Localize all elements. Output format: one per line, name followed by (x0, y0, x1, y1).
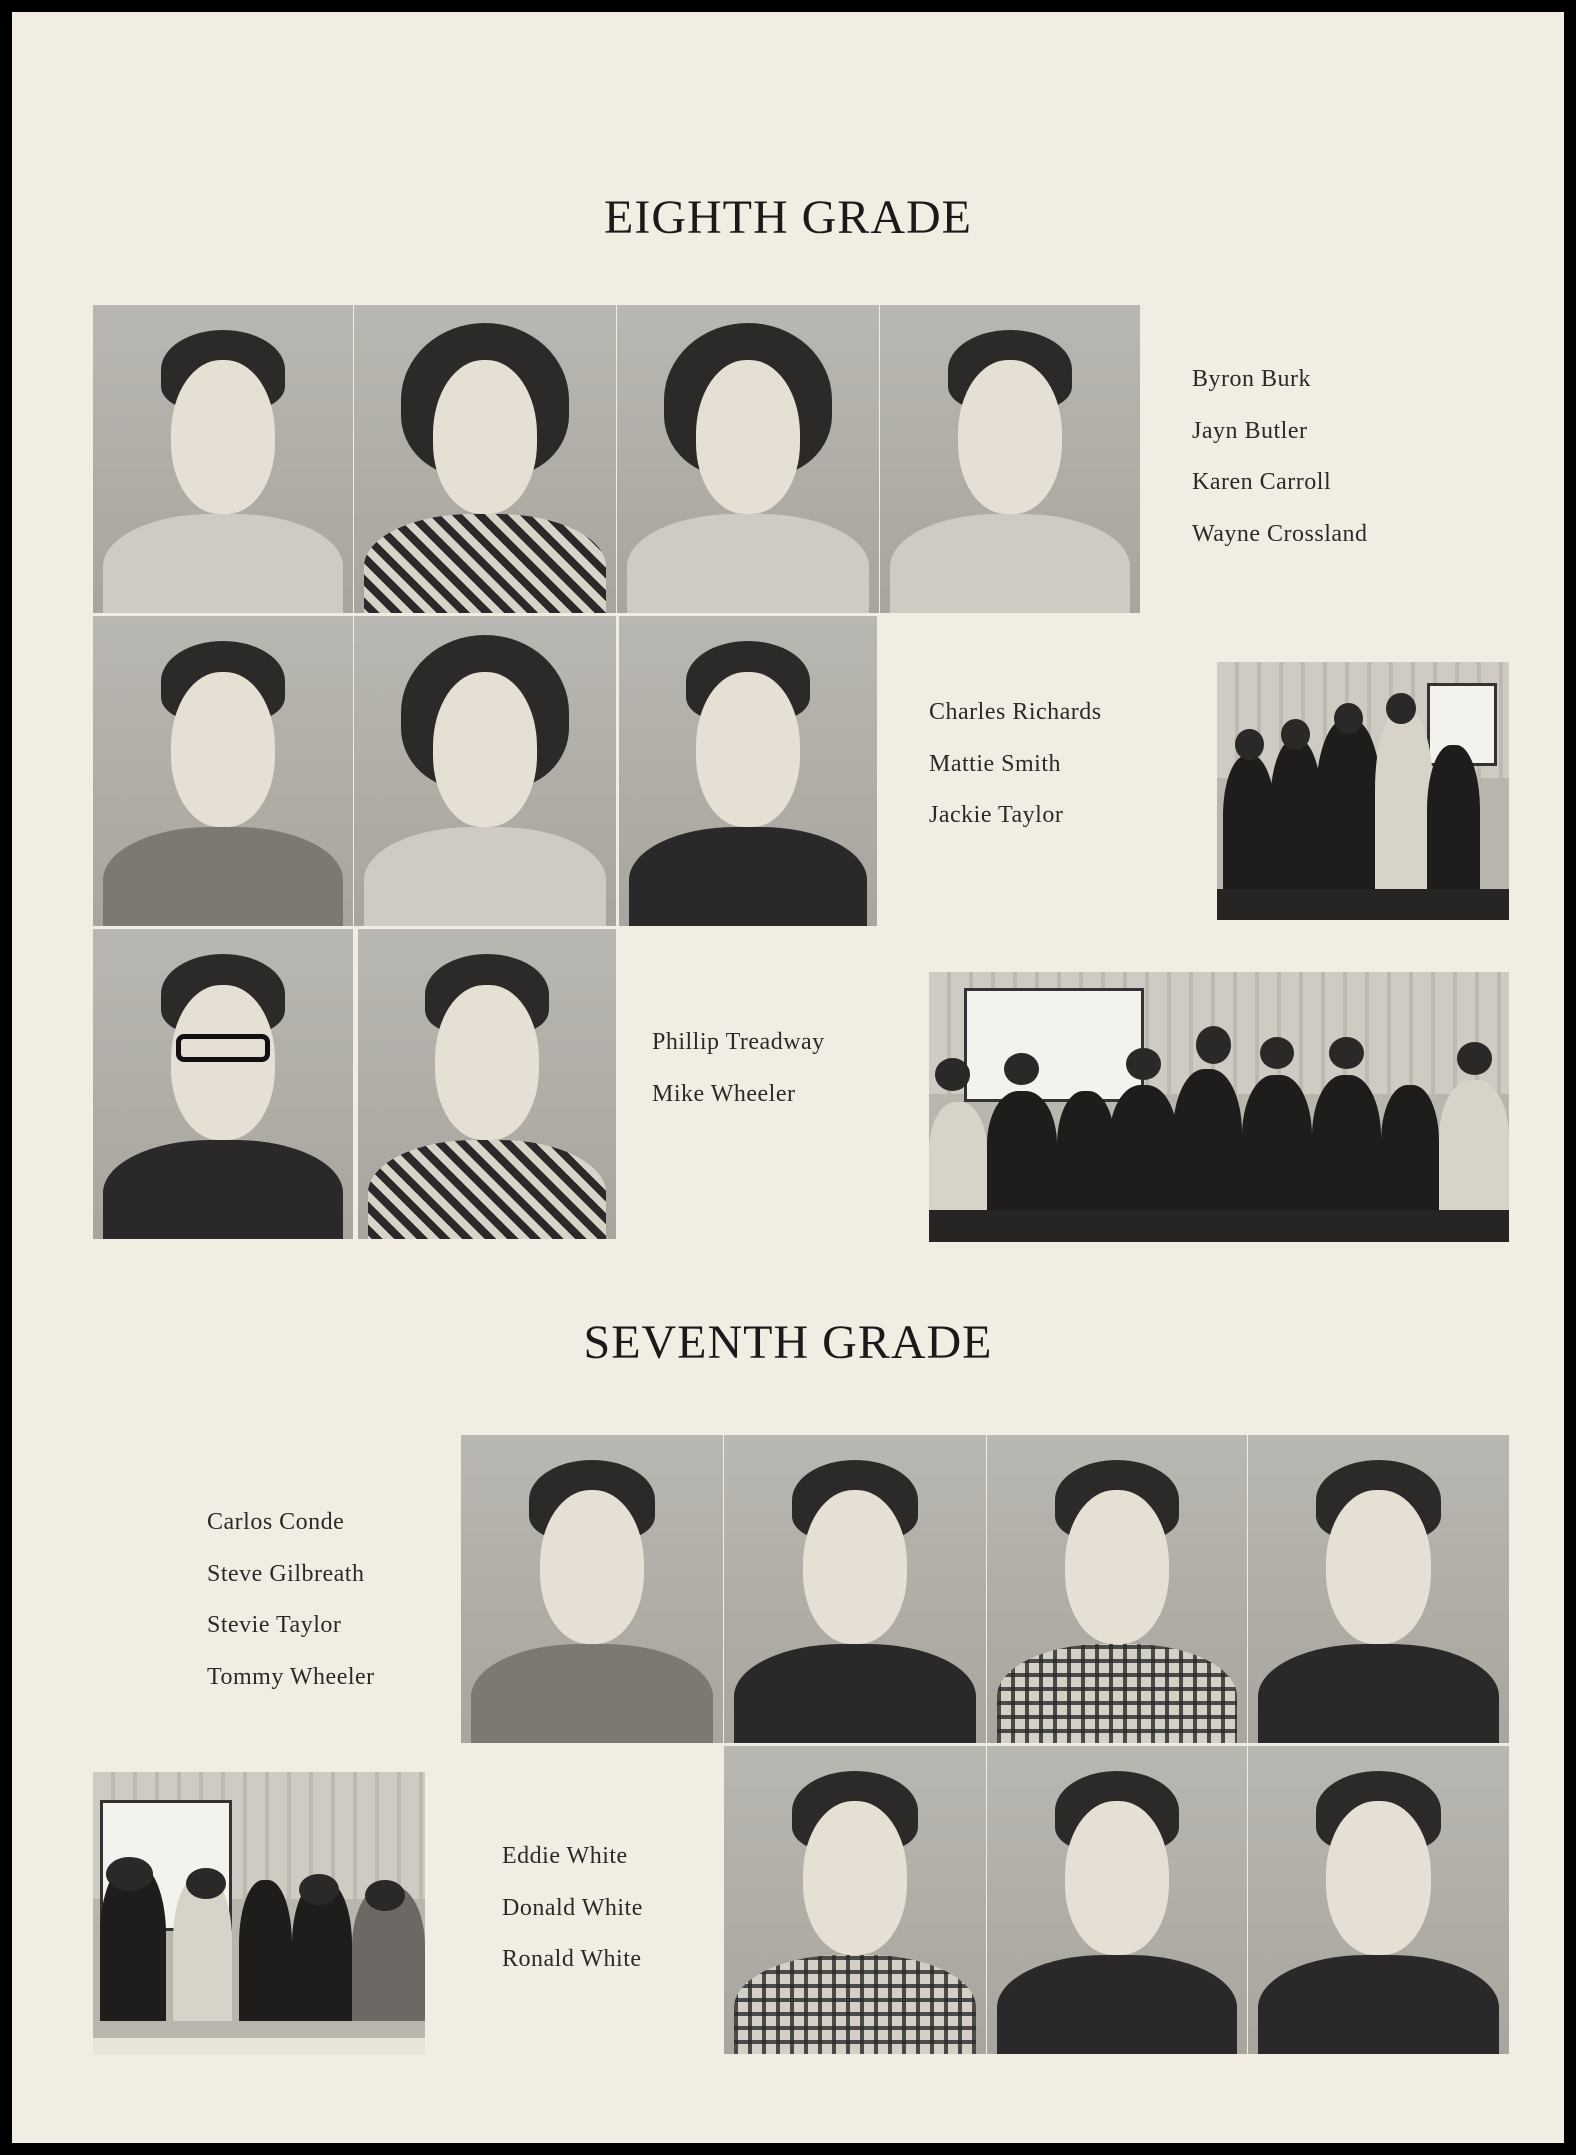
student-name: Mattie Smith (929, 750, 1061, 777)
eighth-grade-row1-names (1192, 359, 1368, 565)
portrait-tommy-wheeler (1248, 1435, 1509, 1743)
group-photo-ceremony-2 (929, 972, 1509, 1242)
portrait-karen-carroll (617, 305, 879, 613)
group-photo-ceremony-3 (93, 1772, 425, 2055)
yearbook-page (12, 12, 1564, 2143)
student-name: Steve Gilbreath (207, 1560, 365, 1587)
eighth-grade-row3-names (652, 1022, 825, 1125)
portrait-phillip-treadway (93, 929, 353, 1239)
portrait-donald-white (987, 1746, 1247, 2054)
seventh-grade-row1-names (207, 1502, 375, 1708)
portrait-jayn-butler (354, 305, 616, 613)
seventh-grade-heading: SEVENTH GRADE (583, 1316, 993, 1369)
student-name: Karen Carroll (1192, 469, 1332, 495)
portrait-mattie-smith (354, 616, 616, 926)
portrait-eddie-white (724, 1746, 986, 2054)
portrait-stevie-taylor (987, 1435, 1247, 1743)
portrait-carlos-conde (461, 1435, 723, 1743)
student-name: Mike Wheeler (652, 1080, 796, 1107)
portrait-byron-burk (93, 305, 353, 613)
student-name: Stevie Taylor (207, 1612, 342, 1638)
student-name: Byron Burk (1192, 366, 1311, 392)
portrait-mike-wheeler (358, 929, 616, 1239)
student-name: Eddie White (502, 1843, 628, 1869)
student-name: Phillip Treadway (652, 1029, 825, 1055)
eighth-grade-row2-names (929, 692, 1102, 847)
student-name: Carlos Conde (207, 1509, 345, 1535)
portrait-steve-gilbreath (724, 1435, 986, 1743)
student-name: Donald White (502, 1894, 643, 1921)
student-name: Jayn Butler (1192, 417, 1308, 444)
student-name: Wayne Crossland (1192, 520, 1368, 547)
portrait-ronald-white (1248, 1746, 1509, 2054)
portrait-wayne-crossland (880, 305, 1140, 613)
portrait-charles-richards (93, 616, 353, 926)
student-name: Jackie Taylor (929, 802, 1064, 828)
eighth-grade-heading: EIGHTH GRADE (604, 191, 972, 244)
student-name: Tommy Wheeler (207, 1663, 375, 1690)
seventh-grade-row2-names (502, 1836, 643, 1991)
portrait-jackie-taylor (619, 616, 877, 926)
group-photo-ceremony-1 (1217, 662, 1509, 920)
glasses-icon (176, 1034, 270, 1062)
student-name: Ronald White (502, 1946, 642, 1972)
student-name: Charles Richards (929, 699, 1102, 725)
